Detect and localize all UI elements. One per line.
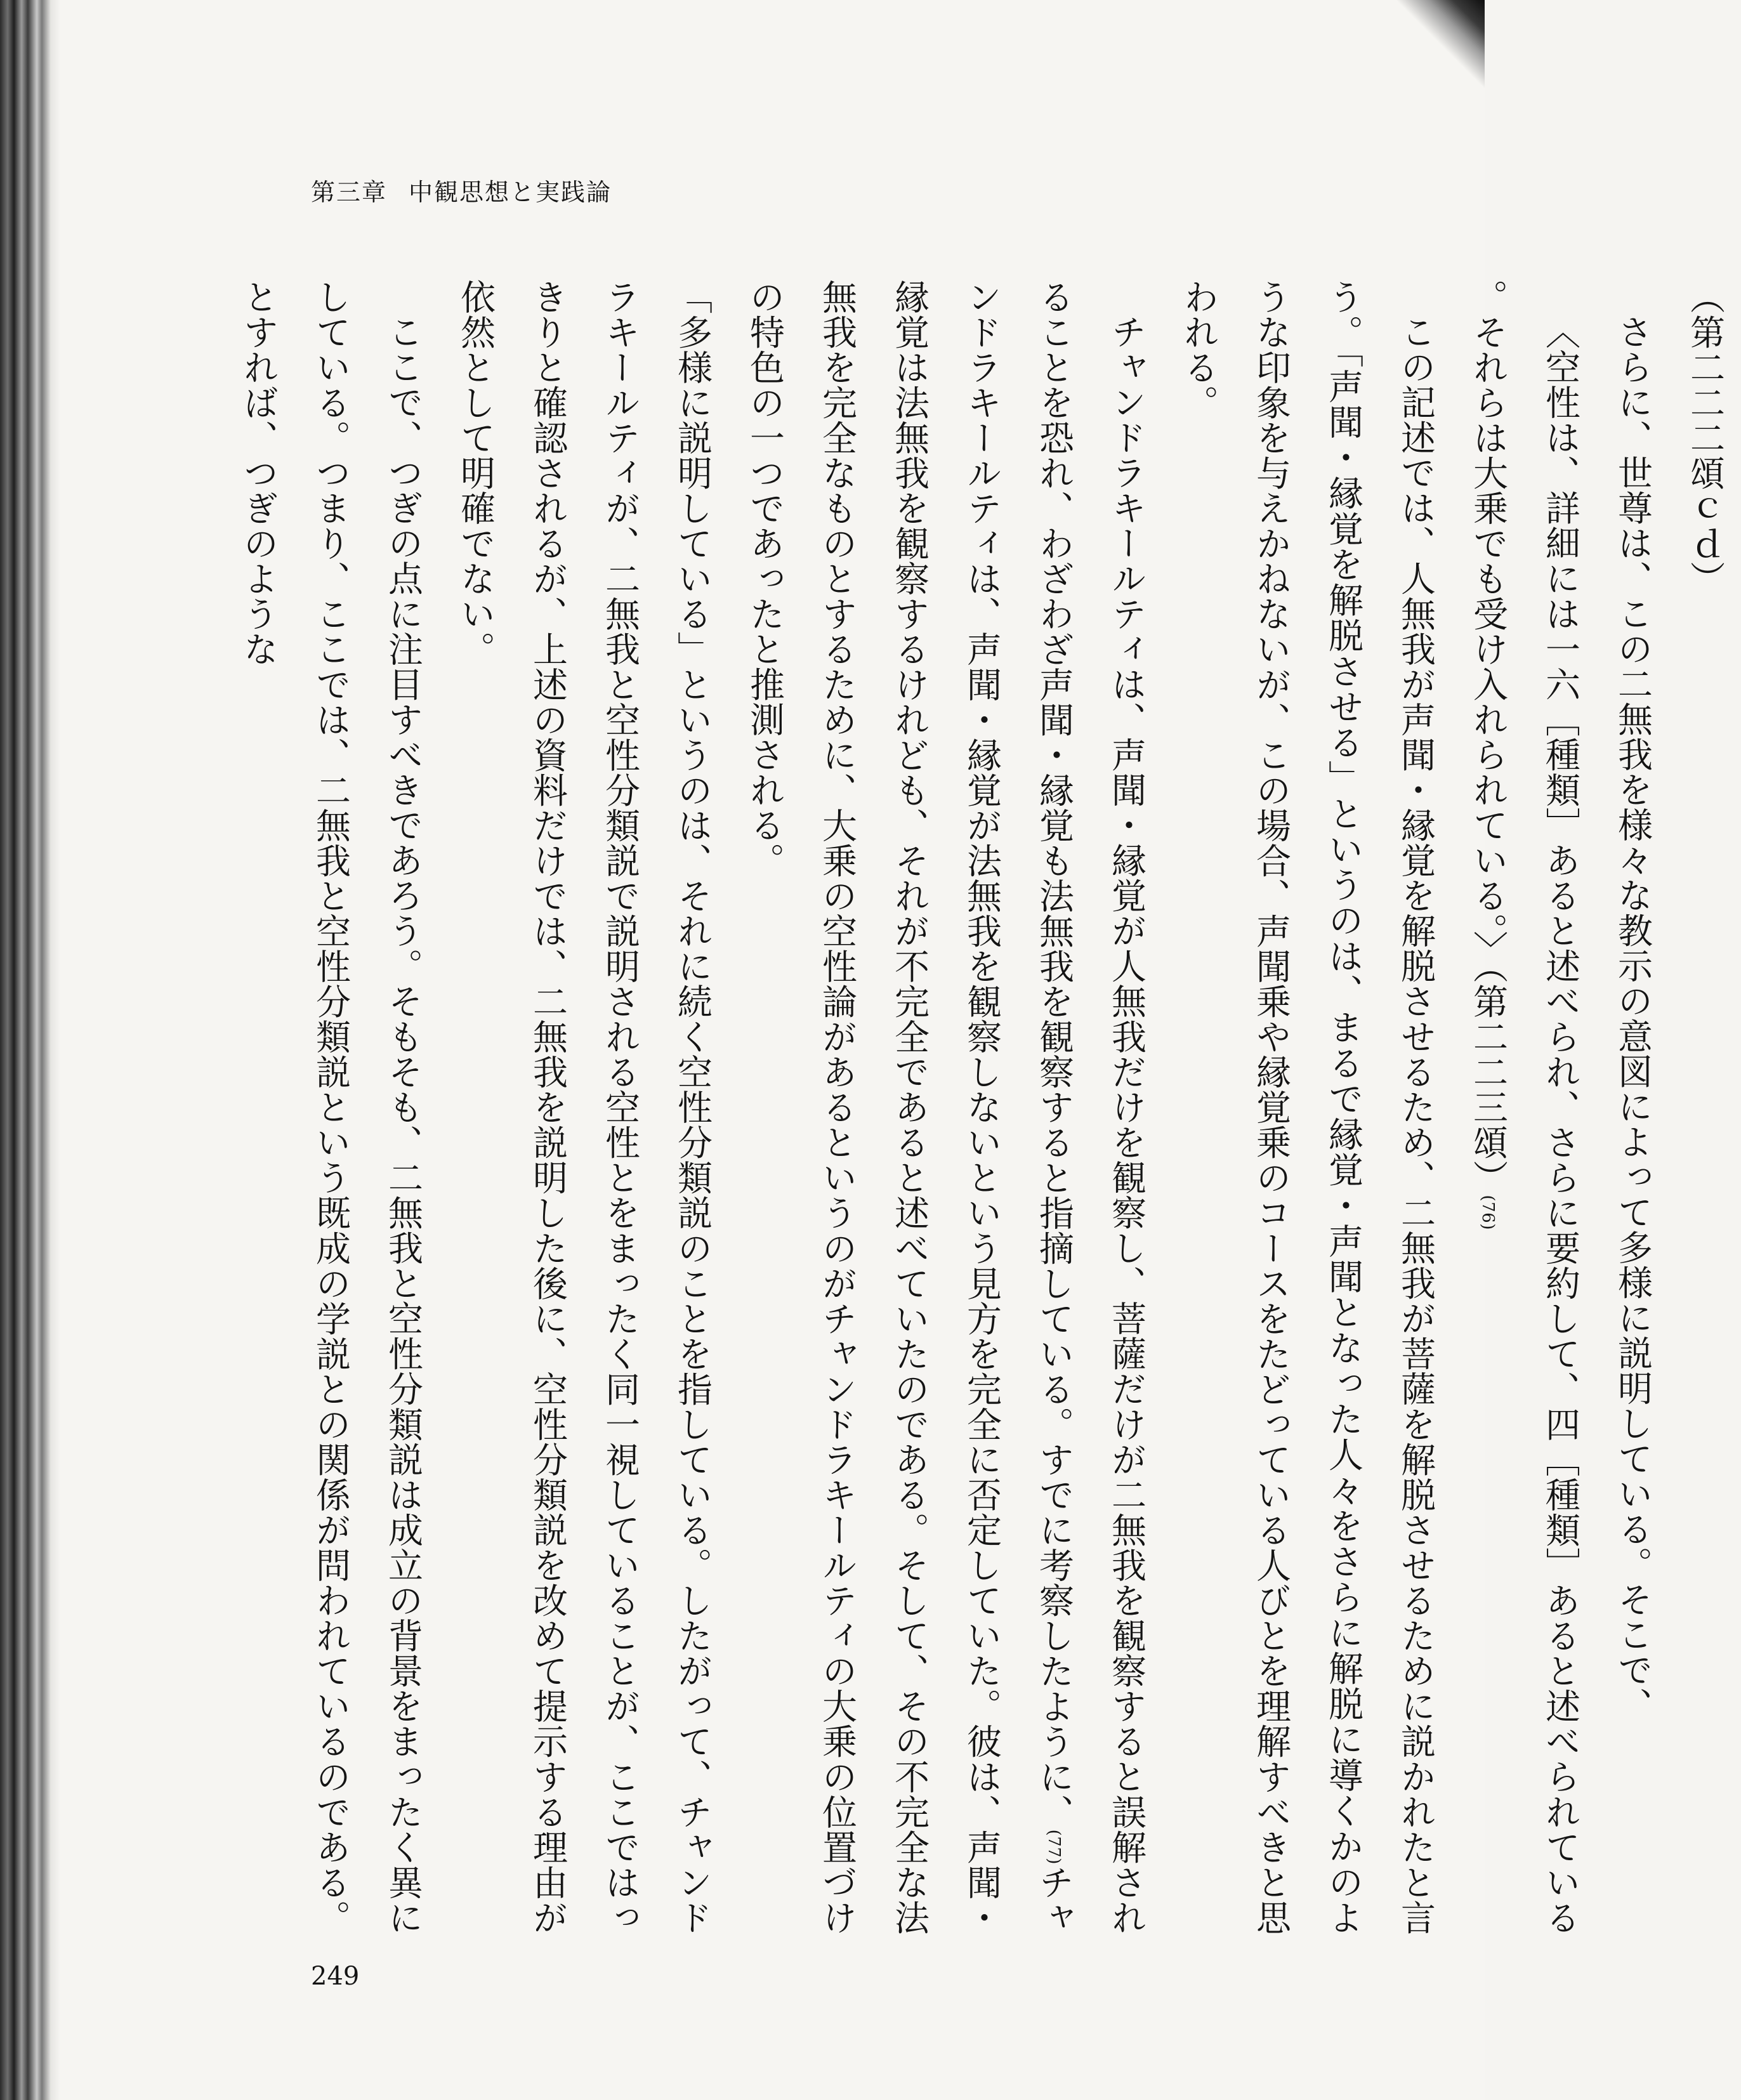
paragraph-3-part-2: チャンドラキールティは、声聞・縁覚が法無我を観察しないという見方を完全に否定していた。彼は、声聞・縁覚は法無我を観察するけれども、それが不完全であると述べていたのである。そして、その不完全な法無我を完全なものとするために、大乗の空性論があるというのがチャンドラキールティの大乗の位置づけの特色の一つであったと推測される。 xyxy=(744,279,1074,1936)
binding-shadow xyxy=(0,0,60,2100)
paragraph-1: さらに、世尊は、この二無我を様々な教示の意図によって多様に説明している。そこで、 xyxy=(1612,314,1653,1723)
footnote-ref-76: (76) xyxy=(1478,1195,1497,1230)
paragraph-3 xyxy=(728,279,1162,1935)
main-text xyxy=(222,279,1725,1936)
running-head xyxy=(311,173,612,207)
paragraph-5: ここで、つぎの点に注目すべきであろう。そもそも、二無我と空性分類説は成立の背景をまったく異にしている。つまり、ここでは、二無我と空性分類説という既成の学説との関係が問われているのである。とすれば、つぎのような xyxy=(238,279,423,1935)
page-number: 249 xyxy=(311,1962,360,1991)
paragraph-4: 「多様に説明している」というのは、それに続く空性分類説のことを指している。したがって、チャンドラキールティが、二無我と空性分類説で説明される空性とをまったく同一視していることが、ここではっきりと確認されるが、上述の資料だけでは、二無我を説明した後に、空性分類説を改めて提示する理由が依然として明確でない。 xyxy=(455,279,713,1935)
paragraph-2: この記述では、人無我が声聞・縁覚を解脱させるため、二無我が菩薩を解脱させるために説かれたと言う。「声聞・縁覚を解脱させる」というのは、まるで縁覚・声聞となった人々をさらに解脱に導くかのような印象を与えかねないが、この場合、声聞乗や縁覚乗のコースをたどっている人びとを理解すべきと思われる。 xyxy=(1178,279,1436,1935)
quote-paragraph xyxy=(1452,279,1596,1935)
footnote-ref-77: (77) xyxy=(1044,1829,1063,1865)
quote-text: 〈空性は、詳細には一六［種類］あると述べられ、さらに要約して、四［種類］あると述べられている。それらは大乗でも受け入れられている。〉（第二二三頌） xyxy=(1468,279,1580,1935)
corner-shadow xyxy=(1396,0,1485,89)
chapter-title: 中観思想と実践論 xyxy=(409,178,612,206)
vertical-text-columns xyxy=(222,279,1741,1935)
paragraph-3-part-1: チャンドラキールティは、声聞・縁覚が人無我だけを観察し、菩薩だけが二無我を観察すると誤解されることを恐れ、わざわざ声聞・縁覚も法無我を観察すると指摘している。すでに考察したように、 xyxy=(1034,279,1146,1935)
chapter-label: 第三章 xyxy=(311,178,388,206)
verse-reference: （第二二二頌ｃｄ） xyxy=(1685,279,1725,596)
